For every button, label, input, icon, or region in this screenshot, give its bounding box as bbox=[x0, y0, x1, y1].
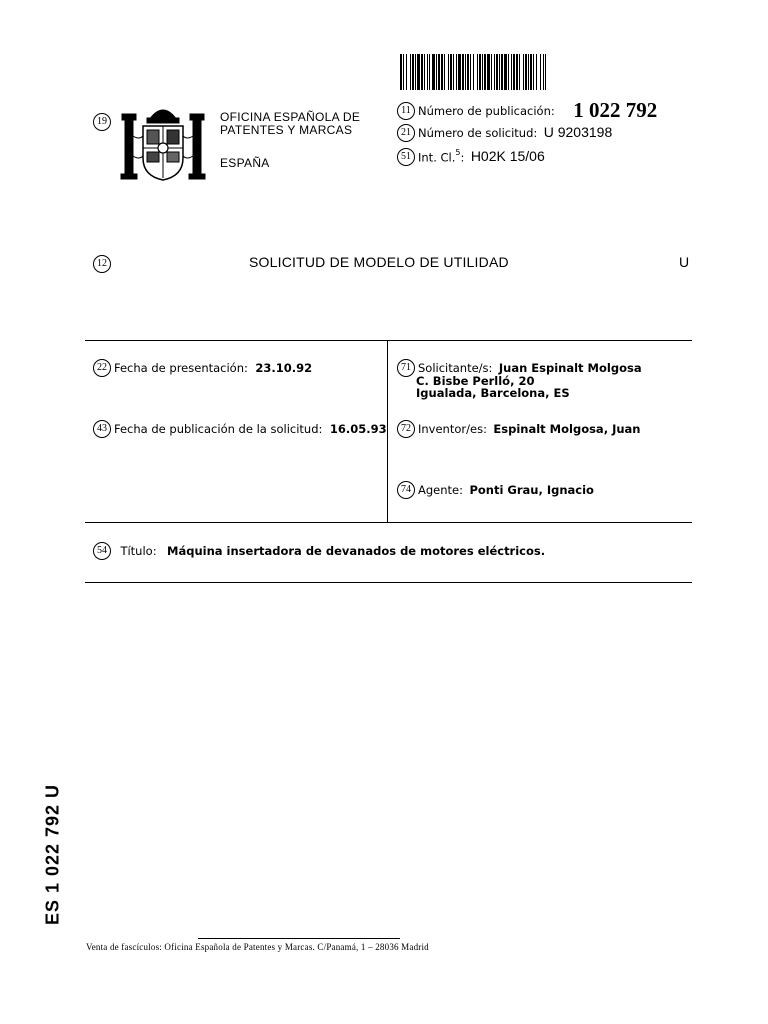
int-class-label: Int. Cl. bbox=[418, 150, 456, 165]
application-number-value: U 9203198 bbox=[543, 124, 613, 141]
barcode bbox=[400, 54, 688, 90]
application-number-row bbox=[397, 124, 612, 142]
title-label: Título: bbox=[120, 544, 157, 559]
int-class-sup: 5 bbox=[455, 148, 461, 157]
inventor-label: Inventor/es: bbox=[418, 422, 487, 437]
applicant-address-1: C. Bisbe Perlló, 20 bbox=[416, 374, 535, 388]
side-publication-number: ES 1 022 792 U bbox=[42, 783, 63, 926]
table-column-divider bbox=[387, 340, 388, 522]
application-number-label: Número de solicitud: bbox=[418, 126, 538, 141]
publication-date-row bbox=[93, 420, 387, 438]
inid-code-72: 72 bbox=[397, 420, 415, 438]
publication-number-value: 1 022 792 bbox=[573, 98, 658, 122]
table-mid-rule bbox=[85, 522, 692, 523]
doc-type-kind: U bbox=[679, 254, 690, 270]
int-class-value: H02K 15/06 bbox=[470, 148, 545, 165]
publication-date-label: Fecha de publicación de la solicitud: bbox=[114, 422, 323, 437]
footer-text: Venta de fascículos: Oficina Española de Patentes y Marcas. C/Panamá, 1 – 28036 Madrid bbox=[86, 942, 429, 952]
int-class-row bbox=[397, 148, 545, 166]
inid-code-74: 74 bbox=[397, 481, 415, 499]
country-name: ESPAÑA bbox=[220, 156, 270, 170]
country-code-marker bbox=[93, 113, 114, 131]
inid-code-43: 43 bbox=[93, 420, 111, 438]
inid-code-22: 22 bbox=[93, 359, 111, 377]
footer-rule bbox=[198, 938, 400, 939]
agent-label: Agente: bbox=[418, 483, 463, 498]
office-line2: PATENTES Y MARCAS bbox=[220, 123, 353, 137]
filing-date-label: Fecha de presentación: bbox=[114, 361, 248, 376]
agent-value: Ponti Grau, Ignacio bbox=[469, 483, 594, 498]
inid-code-54: 54 bbox=[93, 542, 111, 560]
doc-type-code bbox=[93, 255, 114, 273]
title-value: Máquina insertadora de devanados de motores eléctricos. bbox=[167, 544, 546, 559]
inid-code-11: 11 bbox=[397, 102, 415, 120]
doc-type-title: SOLICITUD DE MODELO DE UTILIDAD bbox=[249, 254, 509, 270]
office-name bbox=[220, 111, 360, 137]
inid-code-51: 51 bbox=[397, 148, 415, 166]
inid-code-71: 71 bbox=[397, 359, 415, 377]
inventor-value: Espinalt Molgosa, Juan bbox=[493, 422, 641, 437]
table-top-rule bbox=[85, 340, 692, 341]
filing-date-value: 23.10.92 bbox=[255, 361, 313, 376]
agent-row bbox=[397, 481, 594, 499]
inid-code-19: 19 bbox=[93, 113, 111, 131]
filing-date-row bbox=[93, 359, 312, 377]
inid-code-21: 21 bbox=[397, 124, 415, 142]
office-line1: OFICINA ESPAÑOLA DE bbox=[220, 110, 361, 124]
coat-of-arms-logo bbox=[117, 96, 209, 184]
applicant-label: Solicitante/s: bbox=[418, 361, 493, 376]
barcode-stripe bbox=[546, 54, 548, 90]
table-bottom-rule bbox=[85, 582, 692, 583]
title-row bbox=[93, 542, 545, 560]
int-class-colon: : bbox=[460, 150, 465, 165]
publication-number-label: Número de publicación: bbox=[418, 104, 555, 118]
inid-code-12: 12 bbox=[93, 255, 111, 273]
applicant-name: Juan Espinalt Molgosa bbox=[498, 361, 642, 376]
applicant-address-2: Igualada, Barcelona, ES bbox=[416, 386, 570, 400]
publication-number-row bbox=[397, 98, 657, 123]
publication-date-value: 16.05.93 bbox=[329, 422, 387, 437]
inventor-row bbox=[397, 420, 640, 438]
